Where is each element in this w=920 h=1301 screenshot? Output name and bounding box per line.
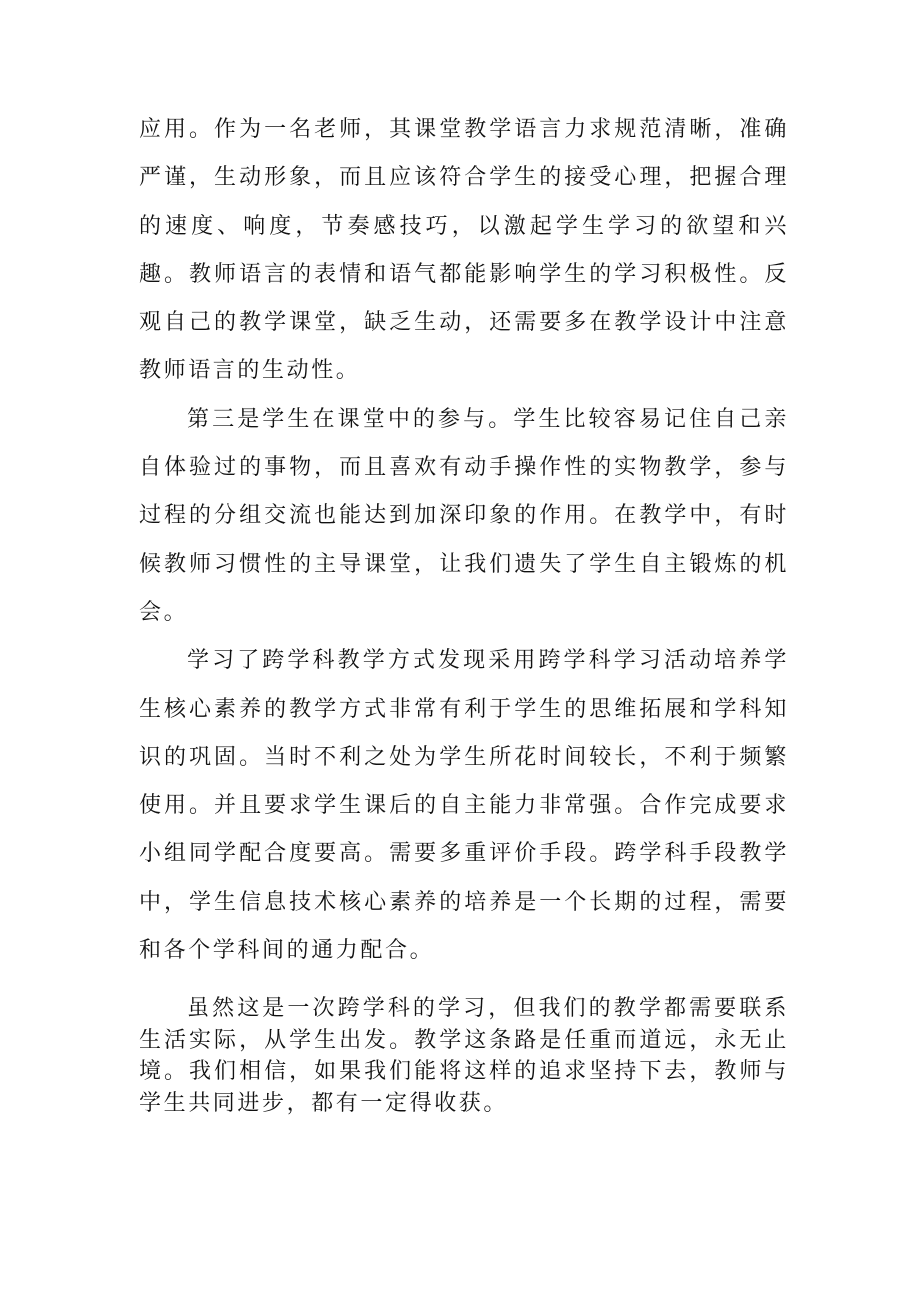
document-body	[139, 106, 789, 1119]
paragraph-student-participation: 第三是学生在课堂中的参与。学生比较容易记住自己亲自体验过的事物，而且喜欢有动手操作性的实物教学，参与过程的分组交流也能达到加深印象的作用。在教学中，有时候教师习惯性的主导课堂，让我们遗失了学生自主锻炼的机会。	[139, 406, 789, 625]
paragraph-interdisciplinary-teaching: 学习了跨学科教学方式发现采用跨学科学习活动培养学生核心素养的教学方式非常有利于学生的思维拓展和学科知识的巩固。当时不利之处为学生所花时间较长，不利于频繁使用。并且要求学生课后的自主能力非常强。合作完成要求小组同学配合度要高。需要多重评价手段。跨学科手段教学中，学生信息技术核心素养的培养是一个长期的过程，需要和各个学科间的通力配合。	[139, 648, 789, 964]
paragraph-conclusion: 虽然这是一次跨学科的学习，但我们的教学都需要联系生活实际，从学生出发。教学这条路是任重而道远，永无止境。我们相信，如果我们能将这样的追求坚持下去，教师与学生共同进步，都有一定得收获。	[139, 996, 789, 1116]
paragraph-teacher-language: 应用。作为一名老师，其课堂教学语言力求规范清晰，准确严谨，生动形象，而且应该符合学生的接受心理，把握合理的速度、响度，节奏感技巧，以激起学生学习的欲望和兴趣。教师语言的表情和语气都能影响学生的学习积极性。反观自己的教学课堂，缺乏生动，还需要多在教学设计中注意教师语言的生动性。	[139, 117, 789, 384]
